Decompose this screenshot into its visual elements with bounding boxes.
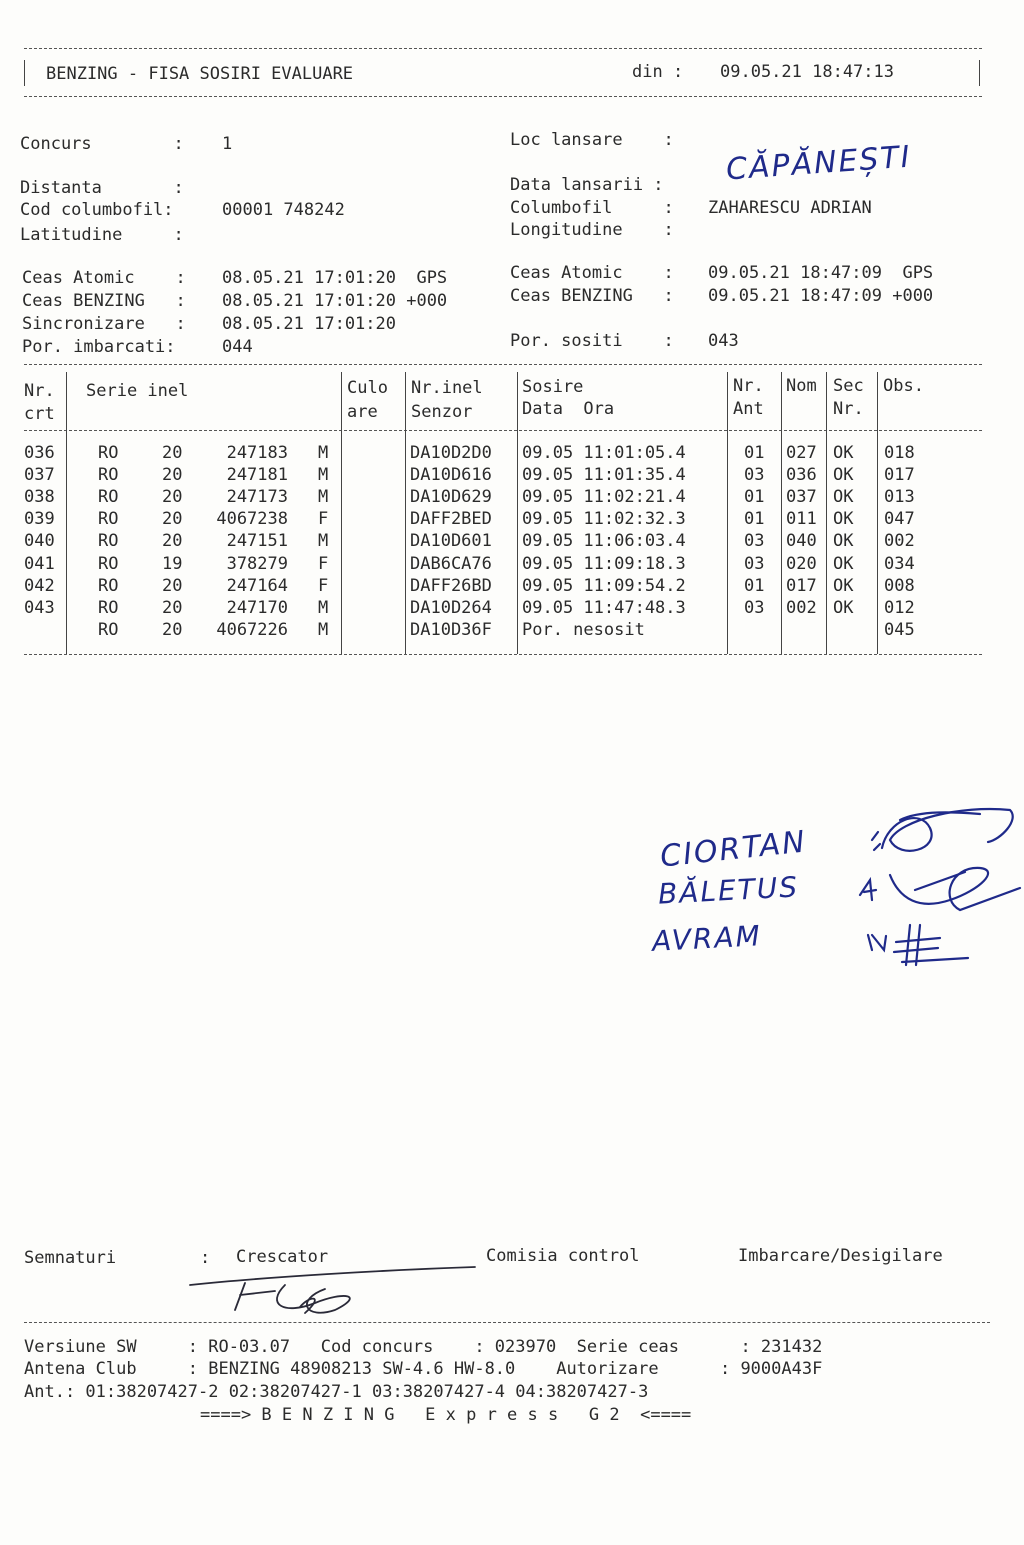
cell-senzor: DAB6CA76 xyxy=(410,553,492,574)
header-left-border xyxy=(24,60,25,86)
cell-sec: OK xyxy=(833,487,854,508)
cell-sex: M xyxy=(318,487,329,508)
cell-nr: 040 xyxy=(24,531,55,552)
por-sositi-label: Por. sositi : xyxy=(510,331,674,351)
header-din-label: din : xyxy=(632,62,684,82)
imbarcare-label: Imbarcare/Desigilare xyxy=(738,1246,943,1266)
por-imbarcati-label: Por. imbarcati: xyxy=(22,337,176,357)
loc-lansare-value: CĂPĂNEȘTI xyxy=(725,139,913,188)
col-sep xyxy=(66,372,67,654)
header-sec-nr: Nr. xyxy=(833,399,864,419)
header-ant: Ant xyxy=(733,399,764,419)
sincronizare-value: 08.05.21 17:01:20 xyxy=(222,314,396,334)
cell-nom: 017 xyxy=(786,575,817,596)
cell-tara: RO xyxy=(98,509,119,530)
header-right-border xyxy=(979,60,980,86)
latitudine-label: Latitudine : xyxy=(20,225,184,245)
handwritten-name-3: AVRAM xyxy=(651,919,763,958)
cell-ant: 03 xyxy=(744,531,765,552)
footer-line-3: Ant.: 01:38207427-2 02:38207427-1 03:38207427-4 04:38207427-3 xyxy=(24,1382,649,1402)
header-sosire: Sosire xyxy=(522,377,584,397)
header-culo: Culo xyxy=(347,378,388,398)
concurs-label: Concurs : xyxy=(20,134,184,154)
ceas-atomic-start-label: Ceas Atomic : xyxy=(22,268,186,288)
ceas-atomic-start-value: 08.05.21 17:01:20 GPS xyxy=(222,268,448,288)
cell-tara: RO xyxy=(98,553,119,574)
cell-sex: M xyxy=(318,531,329,552)
columbofil-value: ZAHARESCU ADRIAN xyxy=(708,198,872,218)
loc-lansare-label: Loc lansare : xyxy=(510,130,674,150)
cell-inel: 247151 xyxy=(226,531,288,552)
table-top-border xyxy=(24,364,982,365)
cell-an: 20 xyxy=(162,597,183,618)
handwritten-name-2: BĂLETUS xyxy=(657,870,800,911)
cell-inel: 247173 xyxy=(226,487,288,508)
cell-nr: 043 xyxy=(24,597,55,618)
cell-sex: F xyxy=(318,575,329,596)
col-sep xyxy=(341,372,342,654)
cell-ant: 03 xyxy=(744,553,765,574)
cell-nr: 038 xyxy=(24,487,55,508)
cell-senzor: DA10D616 xyxy=(410,465,492,486)
cell-sex: F xyxy=(318,553,329,574)
cell-tara: RO xyxy=(98,619,119,640)
cell-an: 20 xyxy=(162,509,183,530)
header-datetime: 09.05.21 18:47:13 xyxy=(720,62,894,82)
cell-obs: 047 xyxy=(884,509,915,530)
cell-senzor: DA10D264 xyxy=(410,597,492,618)
cell-inel: 247183 xyxy=(226,443,288,463)
cell-nom: 040 xyxy=(786,531,817,552)
cell-sosire: 09.05 11:02:32.3 xyxy=(522,509,686,530)
header-nr: Nr. xyxy=(24,381,55,401)
data-lansarii-label: Data lansarii : xyxy=(510,175,664,195)
col-sep xyxy=(781,372,782,654)
col-sep xyxy=(727,372,728,654)
ceas-atomic-end-label: Ceas Atomic : xyxy=(510,263,674,283)
cell-nr: 041 xyxy=(24,553,55,574)
footer-line-4: ====> B E N Z I N G E x p r e s s G 2 <==== xyxy=(200,1405,692,1425)
ceas-benzing-end-value: 09.05.21 18:47:09 +000 xyxy=(708,286,934,306)
cell-ant: 01 xyxy=(744,509,765,530)
footer-line-1: Versiune SW : RO-03.07 Cod concurs : 023970 Serie ceas : 231432 xyxy=(24,1337,823,1357)
longitudine-label: Longitudine : xyxy=(510,220,674,240)
header-sec: Sec xyxy=(833,376,864,396)
cell-nom: 036 xyxy=(786,465,817,486)
header-nr-inel: Nr.inel xyxy=(411,378,483,398)
cell-tara: RO xyxy=(98,487,119,508)
concurs-value: 1 xyxy=(222,134,233,154)
cell-sec: OK xyxy=(833,553,854,574)
col-sep xyxy=(405,372,406,654)
header-nom: Nom xyxy=(786,376,817,396)
cell-ant: 01 xyxy=(744,443,765,463)
cell-an: 20 xyxy=(162,443,183,463)
cell-sosire: 09.05 11:01:05.4 xyxy=(522,443,686,463)
cell-tara: RO xyxy=(98,575,119,596)
signature-scribbles xyxy=(860,800,1024,980)
cell-an: 20 xyxy=(162,619,183,640)
cell-inel: 4067238 xyxy=(216,509,288,530)
cell-sec: OK xyxy=(833,465,854,486)
cell-obs: 017 xyxy=(884,465,915,486)
header-senzor: Senzor xyxy=(411,402,473,422)
cell-sex: M xyxy=(318,597,329,618)
cell-sec: OK xyxy=(833,597,854,618)
header-crt: crt xyxy=(24,404,55,424)
cell-inel: 378279 xyxy=(226,553,288,574)
cod-columbofil-value: 00001 748242 xyxy=(222,200,345,220)
cell-tara: RO xyxy=(98,597,119,618)
ceas-benzing-start-value: 08.05.21 17:01:20 +000 xyxy=(222,291,448,311)
cell-sex: F xyxy=(318,509,329,530)
cell-nom: 037 xyxy=(786,487,817,508)
ceas-benzing-start-label: Ceas BENZING : xyxy=(22,291,186,311)
cell-ant: 01 xyxy=(744,575,765,596)
cell-sosire: 09.05 11:06:03.4 xyxy=(522,531,686,552)
cell-inel: 247164 xyxy=(226,575,288,596)
header-data-ora: Data Ora xyxy=(522,399,615,419)
cell-obs: 045 xyxy=(884,619,915,640)
cell-ant: 01 xyxy=(744,487,765,508)
cell-sosire: 09.05 11:09:18.3 xyxy=(522,553,686,574)
cell-nom: 011 xyxy=(786,509,817,530)
cell-an: 20 xyxy=(162,575,183,596)
cell-ant: 03 xyxy=(744,465,765,486)
cell-nom: 027 xyxy=(786,443,817,463)
cell-nr: 037 xyxy=(24,465,55,486)
cell-nom: 020 xyxy=(786,553,817,574)
sincronizare-label: Sincronizare : xyxy=(22,314,186,334)
cell-sosire: 09.05 11:09:54.2 xyxy=(522,575,686,596)
table-header-border xyxy=(24,430,982,431)
cell-senzor: DA10D2D0 xyxy=(410,443,492,463)
cell-nr: 036 xyxy=(24,443,55,463)
cod-columbofil-label: Cod columbofil: xyxy=(20,200,174,220)
cell-ant: 03 xyxy=(744,597,765,618)
cell-senzor: DA10D629 xyxy=(410,487,492,508)
cell-an: 20 xyxy=(162,465,183,486)
report-title: BENZING - FISA SOSIRI EVALUARE xyxy=(46,64,354,84)
cell-senzor: DAFF26BD xyxy=(410,575,492,596)
crescator-label: Crescator xyxy=(236,1247,329,1267)
header-obs: Obs. xyxy=(883,376,924,396)
cell-sex: M xyxy=(318,443,329,463)
cell-obs: 034 xyxy=(884,553,915,574)
cell-sex: M xyxy=(318,619,329,640)
cell-sec: OK xyxy=(833,509,854,530)
distanta-label: Distanta : xyxy=(20,178,184,198)
semnaturi-label: Semnaturi xyxy=(24,1248,117,1268)
table-bottom-border xyxy=(24,654,982,655)
cell-obs: 013 xyxy=(884,487,915,508)
cell-sec: OK xyxy=(833,443,854,463)
cell-nom: 002 xyxy=(786,597,817,618)
cell-inel: 247170 xyxy=(226,597,288,618)
ceas-atomic-end-value: 09.05.21 18:47:09 GPS xyxy=(708,263,934,283)
cell-sosire: 09.05 11:02:21.4 xyxy=(522,487,686,508)
header-bottom-border xyxy=(24,96,982,97)
cell-tara: RO xyxy=(98,443,119,463)
cell-obs: 012 xyxy=(884,597,915,618)
handwritten-name-1: CIORTAN xyxy=(658,824,809,875)
cell-tara: RO xyxy=(98,465,119,486)
cell-sosire: 09.05 11:01:35.4 xyxy=(522,465,686,486)
header-serie-inel: Serie inel xyxy=(86,381,189,401)
cell-senzor: DA10D601 xyxy=(410,531,492,552)
col-sep xyxy=(517,372,518,654)
crescator-signature xyxy=(185,1255,485,1325)
cell-inel: 4067226 xyxy=(216,619,288,640)
por-sositi-value: 043 xyxy=(708,331,739,351)
header-are: are xyxy=(347,402,378,422)
cell-obs: 002 xyxy=(884,531,915,552)
header-nr-ant: Nr. xyxy=(733,376,764,396)
cell-tara: RO xyxy=(98,531,119,552)
cell-sec: OK xyxy=(833,531,854,552)
columbofil-label: Columbofil : xyxy=(510,198,674,218)
por-imbarcati-value: 044 xyxy=(222,337,253,357)
cell-obs: 008 xyxy=(884,575,915,596)
cell-nr: 042 xyxy=(24,575,55,596)
footer-line-2: Antena Club : BENZING 48908213 SW-4.6 HW-8.0 Autorizare : 9000A43F xyxy=(24,1359,823,1379)
col-sep xyxy=(877,372,878,654)
semnaturi-colon: : xyxy=(200,1248,211,1268)
comisia-label: Comisia control xyxy=(486,1246,640,1266)
cell-senzor: DAFF2BED xyxy=(410,509,492,530)
cell-senzor: DA10D36F xyxy=(410,619,492,640)
col-sep xyxy=(826,372,827,654)
cell-an: 20 xyxy=(162,531,183,552)
cell-obs: 018 xyxy=(884,443,915,463)
footer-separator xyxy=(24,1322,990,1323)
cell-sosire: Por. nesosit xyxy=(522,619,645,640)
cell-an: 19 xyxy=(162,553,183,574)
header-top-border xyxy=(24,48,982,49)
cell-nr: 039 xyxy=(24,509,55,530)
ceas-benzing-end-label: Ceas BENZING : xyxy=(510,286,674,306)
cell-sosire: 09.05 11:47:48.3 xyxy=(522,597,686,618)
cell-sex: M xyxy=(318,465,329,486)
cell-sec: OK xyxy=(833,575,854,596)
cell-inel: 247181 xyxy=(226,465,288,486)
cell-an: 20 xyxy=(162,487,183,508)
